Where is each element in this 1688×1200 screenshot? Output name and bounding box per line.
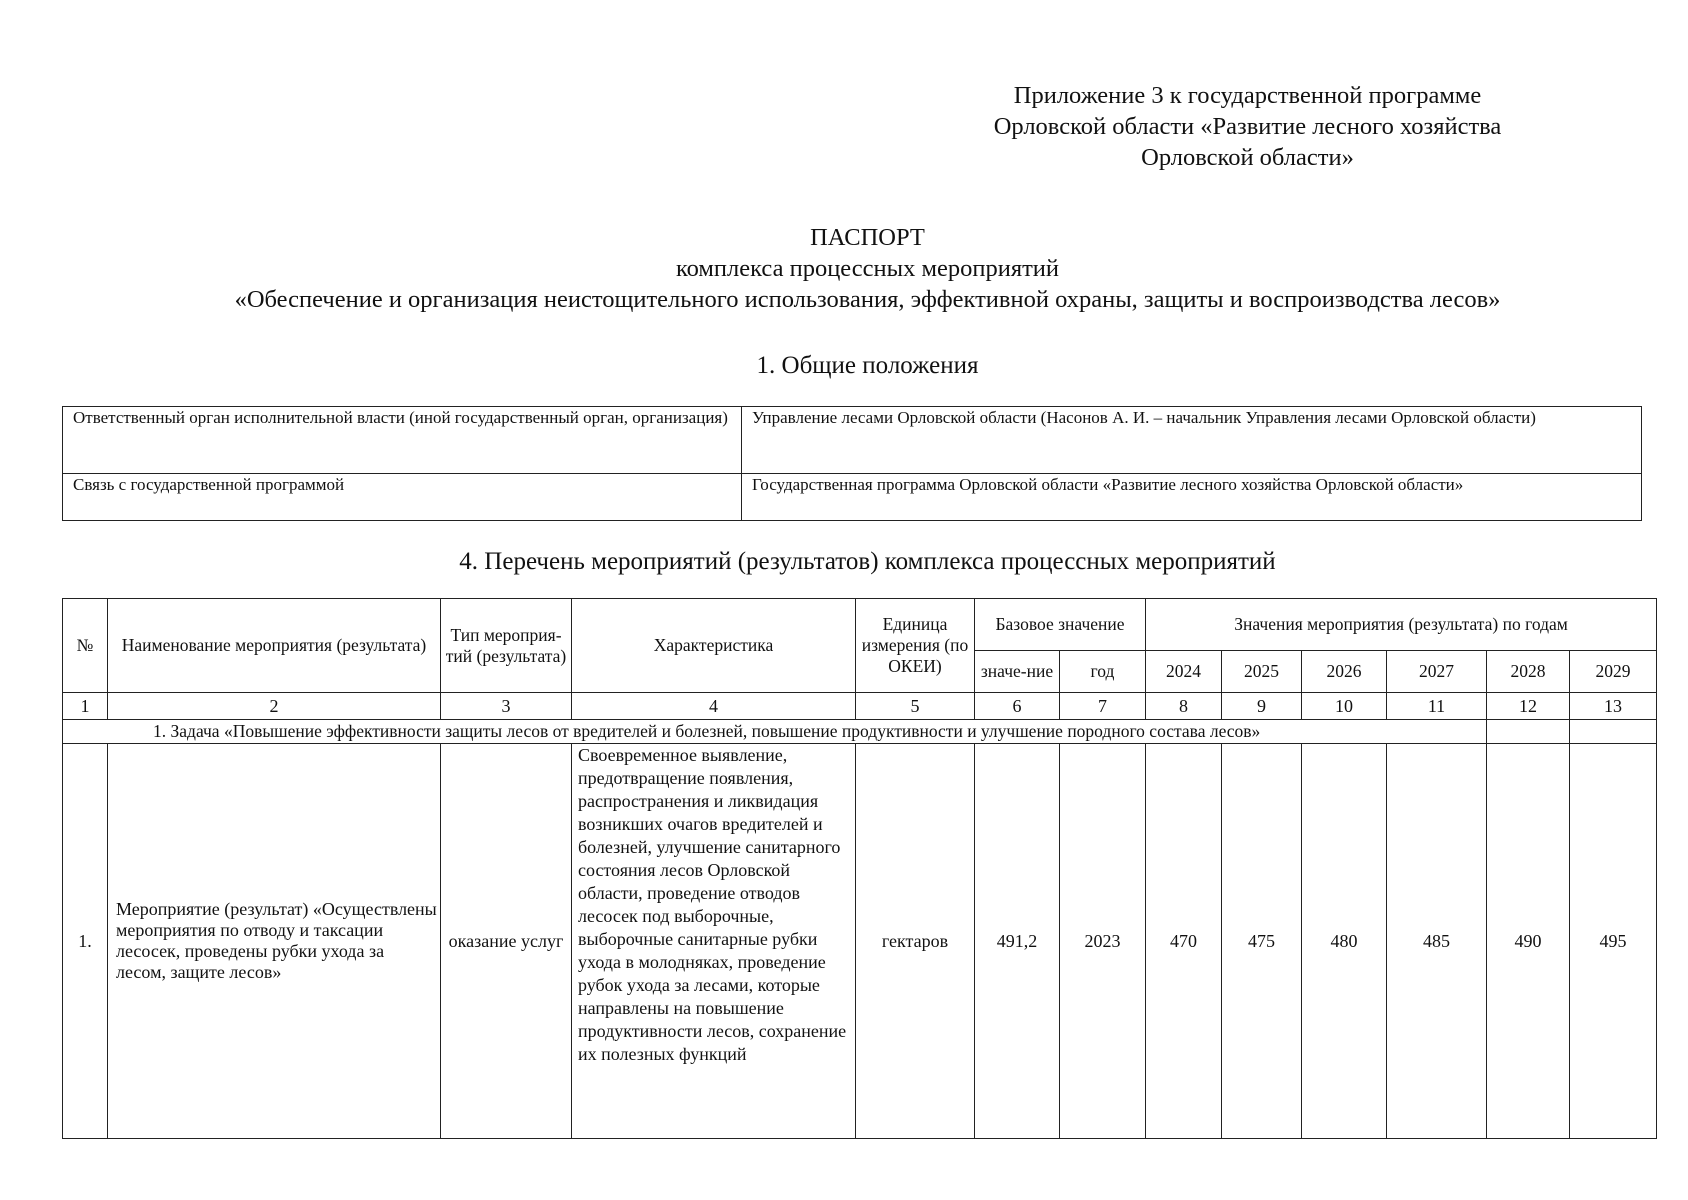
task-title: 1. Задача «Повышение эффективности защиты лесов от вредителей и болезней, повышение продуктивности и улучшение породного состава лесов» [63, 720, 1487, 744]
appendix-line-1: Приложение 3 к государственной программе [1013, 82, 1482, 109]
header-by-years: Значения мероприятия (результата) по годам [1146, 599, 1657, 651]
column-number: 11 [1387, 693, 1487, 720]
base-year: 2023 [1060, 744, 1146, 1139]
passport-name: «Обеспечение и организация неистощительного использования, эффективной охраны, защиты и воспроизводства лесов» [234, 286, 1501, 313]
appendix-line-2: Орловской области «Развитие лесного хозяйства [993, 113, 1502, 140]
column-number: 6 [975, 693, 1060, 720]
table-row [63, 474, 1642, 521]
column-number: 5 [856, 693, 975, 720]
passport-header [0, 222, 1688, 315]
year-value: 490 [1487, 744, 1570, 1139]
row-number: 1. [63, 744, 108, 1139]
activity-unit: гектаров [856, 744, 975, 1139]
task-row [63, 720, 1657, 744]
column-number: 1 [63, 693, 108, 720]
year-value: 475 [1222, 744, 1302, 1139]
empty-cell [1570, 720, 1657, 744]
activity-type: оказание услуг [441, 744, 572, 1139]
header-year: 2024 [1146, 651, 1222, 693]
passport-subtitle: комплекса процессных мероприятий [675, 255, 1060, 282]
activities-table [62, 598, 1657, 1139]
header-name: Наименование мероприятия (результата) [108, 599, 441, 693]
column-numbers-row [63, 693, 1657, 720]
header-type: Тип мероприя-тий (результата) [441, 599, 572, 693]
year-value: 480 [1302, 744, 1387, 1139]
column-number: 3 [441, 693, 572, 720]
column-number: 7 [1060, 693, 1146, 720]
header-unit: Единица измерения (по ОКЕИ) [856, 599, 975, 693]
activity-name: Мероприятие (результат) «Осуществлены мероприятия по отводу и таксации лесосек, проведены рубки ухода за лесом, защите лесов» [108, 744, 441, 1139]
general-provisions-table [62, 406, 1642, 521]
column-number: 13 [1570, 693, 1657, 720]
header-base-value: значе-ние [975, 651, 1060, 693]
column-number: 12 [1487, 693, 1570, 720]
program-link-value: Государственная программа Орловской области «Развитие лесного хозяйства Орловской области» [741, 474, 1641, 521]
program-link-label: Связь с государственной программой [63, 474, 742, 521]
header-characteristic: Характеристика [572, 599, 856, 693]
column-number: 9 [1222, 693, 1302, 720]
responsible-body-label: Ответственный орган исполнительной власти (иной государственный орган, организация) [63, 407, 742, 474]
column-number: 4 [572, 693, 856, 720]
header-year: 2027 [1387, 651, 1487, 693]
year-value: 495 [1570, 744, 1657, 1139]
base-value: 491,2 [975, 744, 1060, 1139]
section-4-heading: 4. Перечень мероприятий (результатов) комплекса процессных мероприятий [459, 548, 1276, 575]
table-row [63, 407, 1642, 474]
passport-title: ПАСПОРТ [810, 224, 925, 251]
responsible-body-value: Управление лесами Орловской области (Насонов А. И. – начальник Управления лесами Орловской области) [741, 407, 1641, 474]
header-year: 2026 [1302, 651, 1387, 693]
column-number: 10 [1302, 693, 1387, 720]
table-row [63, 744, 1657, 1139]
empty-cell [1487, 720, 1570, 744]
header-year: 2028 [1487, 651, 1570, 693]
column-number: 2 [108, 693, 441, 720]
header-no: № [63, 599, 108, 693]
appendix-line-3: Орловской области» [1141, 144, 1354, 171]
header-year: 2025 [1222, 651, 1302, 693]
appendix-note [955, 80, 1540, 173]
header-base-year: год [1060, 651, 1146, 693]
header-row [63, 599, 1657, 651]
header-year: 2029 [1570, 651, 1657, 693]
section-1-heading: 1. Общие положения [756, 352, 979, 379]
header-base: Базовое значение [975, 599, 1146, 651]
column-number: 8 [1146, 693, 1222, 720]
year-value: 485 [1387, 744, 1487, 1139]
year-value: 470 [1146, 744, 1222, 1139]
activity-characteristic: Своевременное выявление, предотвращение появления, распространения и ликвидация возникших очагов вредителей и болезней, улучшение санитарного состояния лесов Орловской области, проведение отводов лесосек под выборочные, выборочные санитарные рубки ухода в молодняках, проведение рубок ухода за лесами, которые направлены на повышение продуктивности лесов, сохранение их полезных функций [572, 744, 856, 1139]
